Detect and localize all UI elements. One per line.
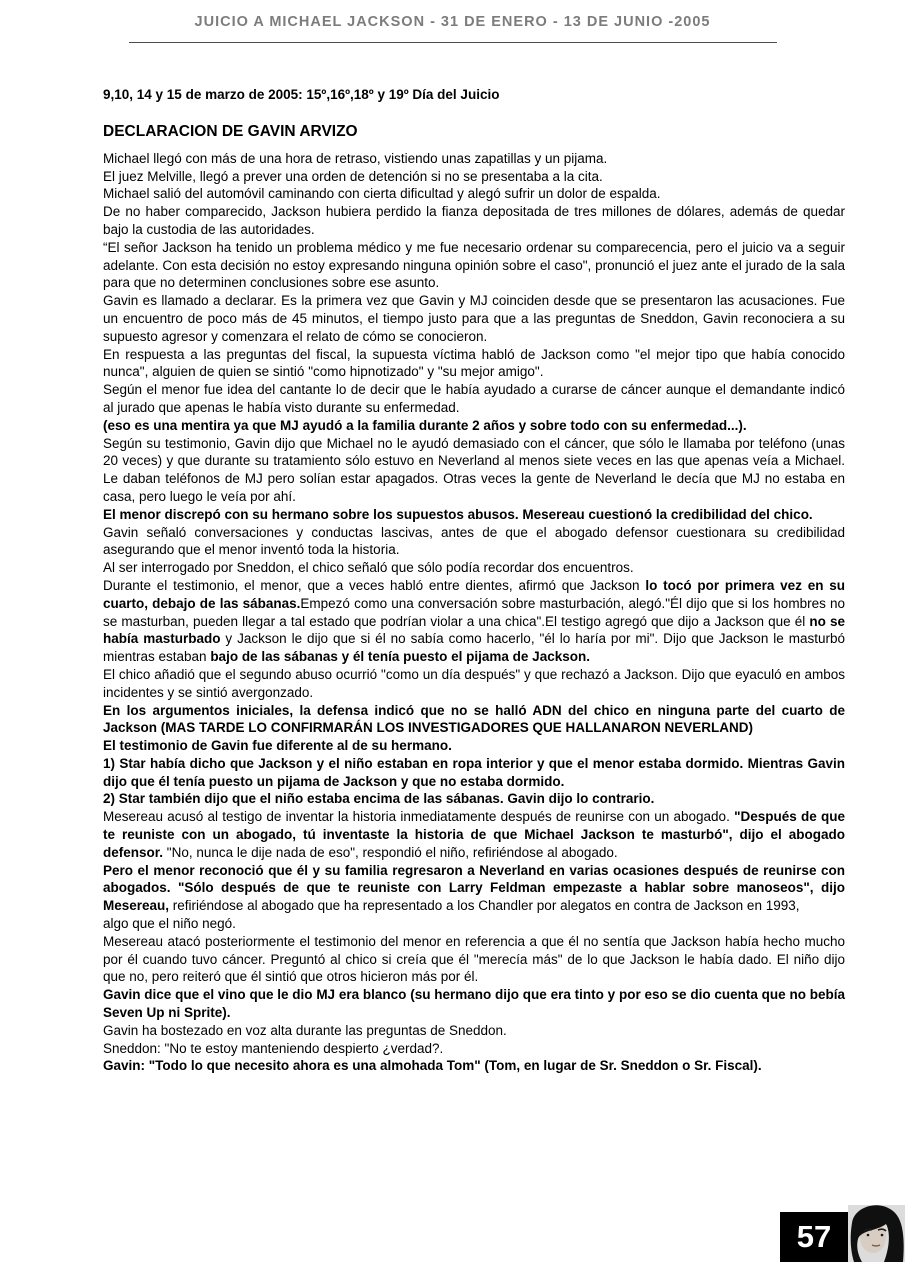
text-segment: bajo de las sábanas y él tenía puesto el pijama de Jackson. <box>210 649 590 665</box>
page-number: 57 <box>780 1212 848 1262</box>
text-segment: El juez Melville, llegó a prever una orden de detención si no se presentaba a la cita. <box>103 168 603 184</box>
paragraph <box>103 239 845 292</box>
text-segment: Gavin: "Todo lo que necesito ahora es una almohada Tom" (Tom, en lugar de Sr. Sneddon o Sr. Fiscal). <box>103 1058 762 1074</box>
document-body <box>103 86 845 1075</box>
paragraph <box>103 168 845 186</box>
paragraph <box>103 292 845 345</box>
text-segment: "No, nunca le dije nada de eso", respondió el niño, refiriéndose al abogado. <box>166 844 618 860</box>
text-segment: 1) Star había dicho que Jackson y el niño estaban en ropa interior y que el menor estaba dormido. Mientras Gavin dijo que él tenía puesto un pijama de Jackson y que no estaba dormido. <box>103 755 845 789</box>
paragraph <box>103 150 845 168</box>
paragraph <box>103 915 845 933</box>
text-segment: algo que el niño negó. <box>103 916 236 932</box>
paragraph <box>103 933 845 986</box>
text-segment: “El señor Jackson ha tenido un problema médico y me fue necesario ordenar su comparecencia, pero el juicio va a seguir adelante. Con esta decisión no estoy expresando ninguna opinión sobre el caso", pronunció el juez ante el jurado de la sala para que no determinen conclusiones sobre ese asunto. <box>103 239 845 291</box>
text-segment: Durante el testimonio, el menor, que a veces habló entre dientes, afirmó que Jackson <box>103 577 646 593</box>
text-segment: 2) Star también dijo que el niño estaba encima de las sábanas. Gavin dijo lo contrario. <box>103 791 655 807</box>
text-segment: (eso es una mentira ya que MJ ayudó a la familia durante 2 años y sobre todo con su enfermedad...). <box>103 417 747 433</box>
paragraph <box>103 381 845 417</box>
paragraph <box>103 506 845 524</box>
text-segment: DECLARACION DE GAVIN ARVIZO <box>103 122 358 140</box>
paragraph <box>103 346 845 382</box>
paragraph <box>103 559 845 577</box>
text-segment: no se había masturbado <box>103 613 845 647</box>
text-segment: lo tocó por primera vez en su cuarto, debajo de las sábanas. <box>103 577 845 611</box>
text-segment: "Después de que te reuniste con un abogado, tú inventaste la historia de que Michael Jackson te masturbó", dijo el abogado defensor. <box>103 809 845 860</box>
paragraph <box>103 737 845 755</box>
text-segment: Sneddon: "No te estoy manteniendo despierto ¿verdad?. <box>103 1040 444 1056</box>
paragraph <box>103 203 845 239</box>
text-segment: Según su testimonio, Gavin dijo que Michael no le ayudó demasiado con el cáncer, que sólo le llamaba por teléfono (unas 20 veces) y que durante su tratamiento sólo estuvo en Neverland al menos siete veces en las que apenas veía a Michael. Le daban teléfonos de MJ pero solían estar apagados. Otras veces la gente de Neverland le decía que MJ no estaba en casa, pero luego le veía por ahí. <box>103 435 845 504</box>
paragraph <box>103 1022 845 1040</box>
page-footer <box>780 1205 905 1262</box>
text-segment: El chico añadió que el segundo abuso ocurrió "como un día después" y que rechazó a Jackson. Dijo que eyaculó en ambos incidentes y se sintió avergonzado. <box>103 666 845 700</box>
paragraph <box>103 435 845 506</box>
paragraph <box>103 577 845 666</box>
paragraph <box>103 790 845 808</box>
text-segment: Michael llegó con más de una hora de retraso, vistiendo unas zapatillas y un pijama. <box>103 150 608 166</box>
text-segment: Gavin ha bostezado en voz alta durante las preguntas de Sneddon. <box>103 1022 507 1038</box>
text-segment: y Jackson le dijo que si él no sabía como hacerlo, "él lo haría por mi". Dijo que Jackson le masturbó mientras estaban <box>103 631 846 665</box>
paragraph <box>103 417 845 435</box>
text-segment: El menor discrepó con su hermano sobre los supuestos abusos. Mesereau cuestionó la credibilidad del chico. <box>103 506 813 522</box>
text-segment: De no haber comparecido, Jackson hubiera perdido la fianza depositada de tres millones de dólares, además de quedar bajo la custodia de las autoridades. <box>103 204 845 237</box>
section-heading <box>103 123 845 141</box>
text-segment: Gavin dice que el vino que le dio MJ era blanco (su hermano dijo que era tinto y por eso se dio cuenta que no bebía Seven Up ni Sprite). <box>103 987 845 1021</box>
text-segment: Mesereau atacó posteriormente el testimonio del menor en referencia a que él no sentía que Jackson había hecho mucho por él cuando tuvo cáncer. Preguntó al chico si creía que él "merecía más" de lo que Jackson le había dado. El niño dijo que no, pero reiteró que él sintió que otros hicieron más por él. <box>103 933 845 985</box>
trial-date-line <box>103 86 845 104</box>
text-segment: Al ser interrogado por Sneddon, el chico señaló que sólo podía recordar dos encuentros. <box>103 560 634 576</box>
text-segment: Mesereau acusó al testigo de inventar la historia inmediatamente después de reunirse con un abogado. <box>103 809 735 825</box>
paragraph <box>103 702 845 738</box>
document-header <box>0 0 905 43</box>
paragraph <box>103 755 845 791</box>
text-segment: En respuesta a las preguntas del fiscal, la supuesta víctima habló de Jackson como "el mejor tipo que había conocido nunca", alguien de quien se sintió "como hipnotizado" y "su mejor amigo". <box>103 346 845 380</box>
paragraph <box>103 862 845 915</box>
paragraph <box>103 185 845 203</box>
paragraph <box>103 524 845 560</box>
text-segment: El testimonio de Gavin fue diferente al de su hermano. <box>103 738 452 754</box>
text-segment: Gavin es llamado a declarar. Es la primera vez que Gavin y MJ coinciden desde que se presentaron las acusaciones. Fue un encuentro de poco más de 45 minutos, el tiempo justo para que a las preguntas de Sneddon, Gavin reconociera a su supuesto agresor y comenzara el relato de cómo se conocieron. <box>103 293 845 344</box>
text-segment: En los argumentos iniciales, la defensa indicó que no se halló ADN del chico en ninguna parte del cuarto de Jackson (MAS TARDE LO CONFIRMARÁN LOS INVESTIGADORES QUE HALLANARON NEVERLAND) <box>103 702 845 736</box>
text-segment: Gavin señaló conversaciones y conductas lascivas, antes de que el abogado defensor cuestionara su credibilidad asegurando que el menor inventó toda la historia. <box>103 524 845 558</box>
document-title: JUICIO A MICHAEL JACKSON - 31 DE ENERO - 13 DE JUNIO -2005 <box>194 14 711 30</box>
michael-jackson-photo <box>848 1205 905 1262</box>
text-segment: Según el menor fue idea del cantante lo de decir que le había ayudado a curarse de cáncer aunque el demandante indicó al jurado que apenas le había visto durante su enfermedad. <box>103 382 845 415</box>
text-segment: refiriéndose al abogado que ha representado a los Chandler por alegatos en contra de Jackson en 1993, <box>169 898 800 914</box>
text-segment: 9,10, 14 y 15 de marzo de 2005: 15º,16º,18º y 19º Día del Juicio <box>103 87 500 102</box>
paragraph <box>103 666 845 702</box>
paragraph <box>103 1040 845 1058</box>
text-segment: Pero el menor reconoció que él y su familia regresaron a Neverland en varias ocasiones después de reunirse con abogados. "Sólo después de que te reuniste con Larry Feldman empezaste a hablar sobre manoseos", dijo Mesereau, <box>103 862 845 914</box>
text-segment: Empezó como una conversación sobre masturbación, alegó."Él dijo que si los hombres no se masturban, pueden llegar a tal estado que podrían violar a una chica".El testigo agregó que dijo a Jackson que él <box>103 595 845 629</box>
paragraph <box>103 808 845 861</box>
paragraph <box>103 986 845 1022</box>
header-divider <box>129 42 777 43</box>
text-segment: Michael salió del automóvil caminando con cierta dificultad y alegó sufrir un dolor de espalda. <box>103 186 661 202</box>
paragraph <box>103 1057 845 1075</box>
